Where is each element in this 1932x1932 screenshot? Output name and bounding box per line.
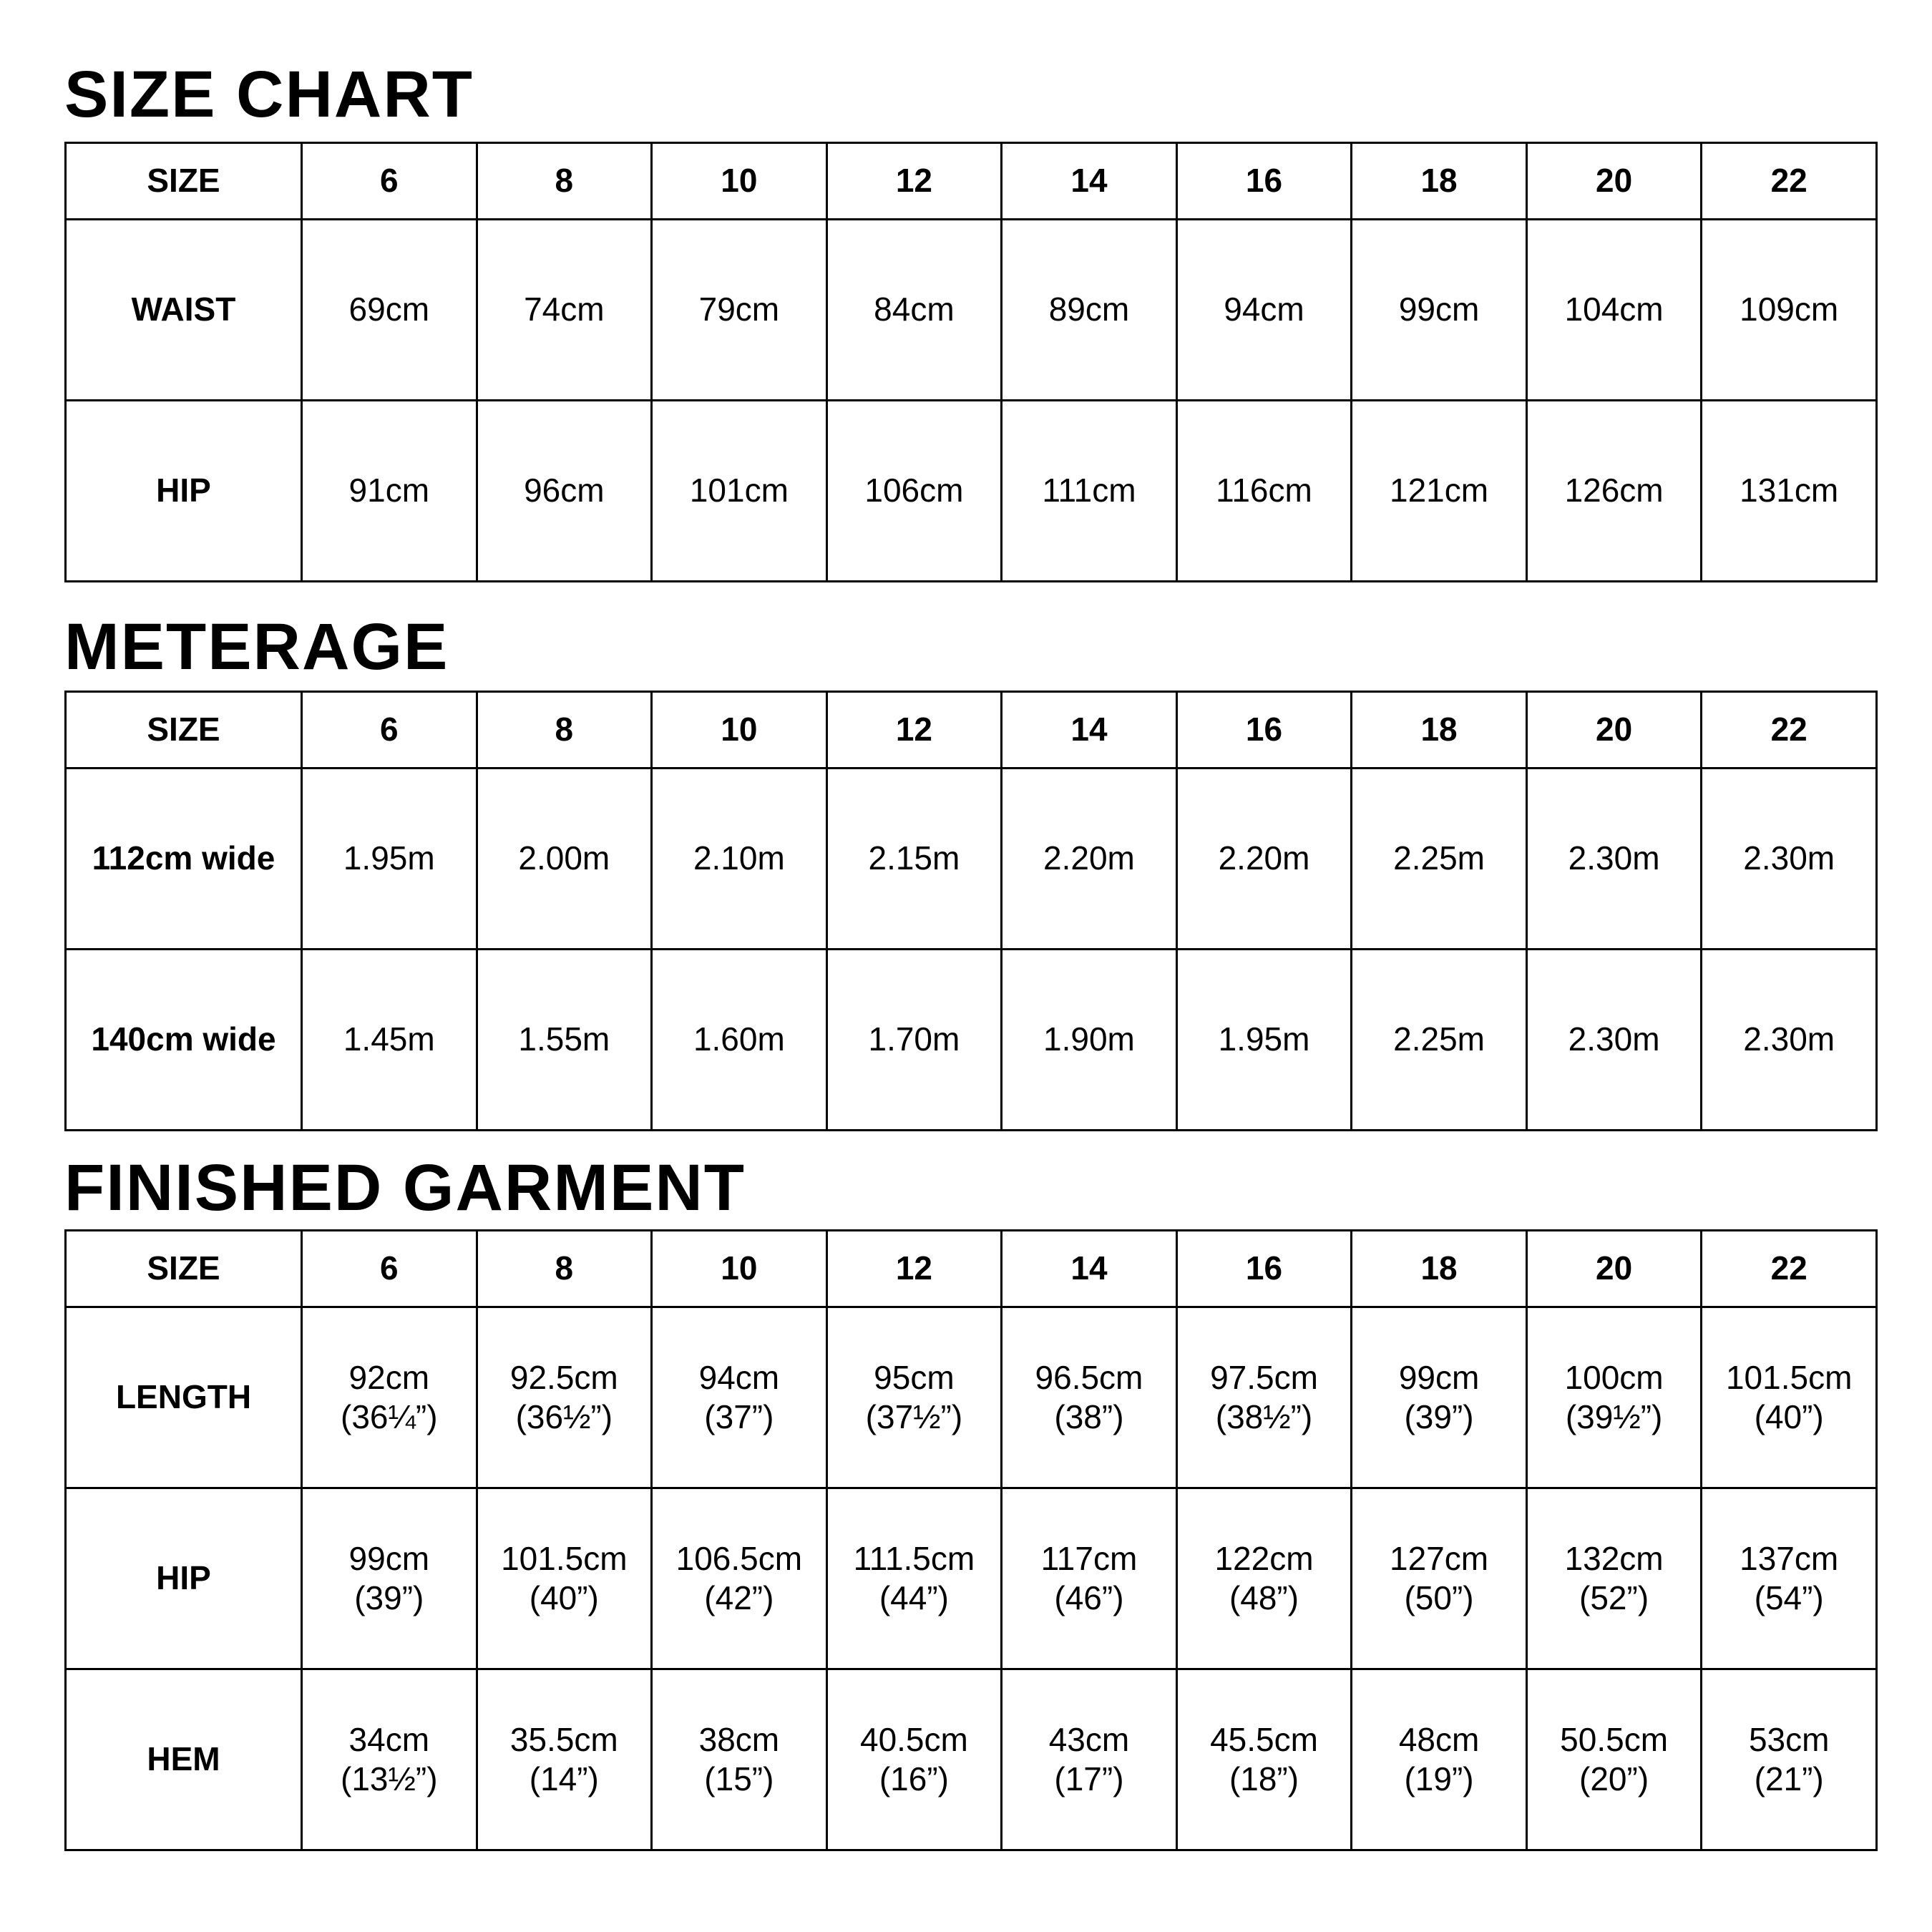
header-cell: 20 [1526,692,1702,769]
table-cell: 2.15m [826,769,1002,950]
inch-value: (42”) [704,1579,774,1616]
size-chart-table [64,142,1878,582]
cm-value: 137cm [1740,1539,1839,1577]
table-cell [826,1488,1002,1669]
table-row [66,769,1877,950]
table-cell: 2.10m [652,769,827,950]
size-chart-header-row [66,143,1877,220]
inch-value: (19”) [1404,1760,1474,1797]
header-cell: 16 [1176,692,1352,769]
inch-value: (36½”) [515,1398,613,1435]
header-cell: 12 [826,1231,1002,1307]
header-cell: 8 [477,1231,652,1307]
header-cell: 22 [1702,692,1877,769]
finished-garment-table [64,1229,1878,1851]
cm-value: 92.5cm [509,1358,618,1396]
inch-value: (52”) [1579,1579,1649,1616]
table-cell [1176,1488,1352,1669]
table-cell [826,1307,1002,1488]
table-cell: 2.20m [1002,769,1177,950]
table-cell: 84cm [826,220,1002,401]
table-cell: 89cm [1002,220,1177,401]
table-cell: 94cm [1176,220,1352,401]
header-cell: 22 [1702,143,1877,220]
table-cell [1526,1307,1702,1488]
table-cell: 116cm [1176,401,1352,582]
inch-value: (37½”) [865,1398,963,1435]
finished-garment-header-row [66,1231,1877,1307]
inch-value: (44”) [879,1579,949,1616]
table-cell [1352,1307,1527,1488]
table-cell: 2.30m [1526,769,1702,950]
row-label: 112cm wide [66,769,302,950]
table-cell: 109cm [1702,220,1877,401]
cm-value: 94cm [698,1358,780,1396]
table-cell: 1.95m [302,769,477,950]
row-label: 140cm wide [66,950,302,1131]
cm-value: 132cm [1564,1539,1664,1577]
inch-value: (21”) [1754,1760,1824,1797]
cm-value: 122cm [1214,1539,1314,1577]
inch-value: (39”) [1404,1398,1474,1435]
inch-value: (40”) [1754,1398,1824,1435]
header-cell: 18 [1352,1231,1527,1307]
table-cell: 111cm [1002,401,1177,582]
table-cell: 126cm [1526,401,1702,582]
table-row [66,401,1877,582]
inch-value: (15”) [704,1760,774,1797]
header-cell: 8 [477,692,652,769]
cm-value: 92cm [348,1358,430,1396]
cm-value: 34cm [348,1720,430,1758]
header-cell: 12 [826,692,1002,769]
cm-value: 40.5cm [859,1720,968,1758]
table-cell: 1.95m [1176,950,1352,1131]
header-cell: SIZE [66,692,302,769]
table-cell: 91cm [302,401,477,582]
table-cell: 2.30m [1526,950,1702,1131]
inch-value: (39”) [354,1579,424,1616]
cm-value: 45.5cm [1210,1720,1318,1758]
table-row [66,1488,1877,1669]
cm-value: 117cm [1040,1539,1138,1577]
inch-value: (48”) [1229,1579,1299,1616]
cm-value: 99cm [1398,1358,1480,1396]
table-cell: 79cm [652,220,827,401]
table-row [66,1307,1877,1488]
row-label: WAIST [66,220,302,401]
table-cell: 69cm [302,220,477,401]
table-cell: 74cm [477,220,652,401]
header-cell: 10 [652,1231,827,1307]
table-cell: 2.20m [1176,769,1352,950]
cm-value: 95cm [874,1358,955,1396]
table-cell: 1.70m [826,950,1002,1131]
inch-value: (36¼”) [341,1398,438,1435]
cm-value: 35.5cm [509,1720,618,1758]
cm-value: 97.5cm [1210,1358,1318,1396]
header-cell: 6 [302,143,477,220]
table-cell: 131cm [1702,401,1877,582]
table-cell [1176,1669,1352,1850]
inch-value: (18”) [1229,1760,1299,1797]
header-cell: 6 [302,692,477,769]
table-cell: 1.45m [302,950,477,1131]
table-cell: 1.90m [1002,950,1177,1131]
table-cell [477,1669,652,1850]
header-cell: 14 [1002,692,1177,769]
table-cell [652,1307,827,1488]
table-cell [1176,1307,1352,1488]
inch-value: (16”) [879,1760,949,1797]
inch-value: (39½”) [1565,1398,1663,1435]
header-cell: 12 [826,143,1002,220]
table-cell: 1.60m [652,950,827,1131]
table-cell [302,1307,477,1488]
table-cell [1526,1488,1702,1669]
header-cell: 22 [1702,1231,1877,1307]
inch-value: (17”) [1054,1760,1124,1797]
table-row [66,220,1877,401]
table-cell [1002,1488,1177,1669]
table-cell: 106cm [826,401,1002,582]
header-cell: 20 [1526,143,1702,220]
inch-value: (50”) [1404,1579,1474,1616]
inch-value: (54”) [1754,1579,1824,1616]
cm-value: 38cm [698,1720,780,1758]
header-cell: 10 [652,143,827,220]
cm-value: 101.5cm [501,1539,628,1577]
header-cell: 14 [1002,143,1177,220]
table-cell [1702,1307,1877,1488]
table-cell: 2.30m [1702,950,1877,1131]
table-cell [1352,1669,1527,1850]
inch-value: (20”) [1579,1760,1649,1797]
inch-value: (38½”) [1215,1398,1313,1435]
table-cell [1702,1488,1877,1669]
table-cell [477,1488,652,1669]
table-cell [1702,1669,1877,1850]
cm-value: 96.5cm [1035,1358,1143,1396]
table-cell: 1.55m [477,950,652,1131]
row-label: HEM [66,1669,302,1850]
cm-value: 127cm [1390,1539,1489,1577]
table-cell: 2.30m [1702,769,1877,950]
table-cell [302,1669,477,1850]
row-label: HIP [66,1488,302,1669]
meterage-title: METERAGE [64,610,449,683]
header-cell: 10 [652,692,827,769]
inch-value: (13½”) [341,1760,438,1797]
finished-garment-title: FINISHED GARMENT [64,1151,746,1224]
header-cell: 8 [477,143,652,220]
cm-value: 53cm [1748,1720,1830,1758]
header-cell: 14 [1002,1231,1177,1307]
meterage-header-row [66,692,1877,769]
table-cell [1352,1488,1527,1669]
table-cell [1002,1307,1177,1488]
table-cell [1526,1669,1702,1850]
header-cell: 16 [1176,143,1352,220]
cm-value: 50.5cm [1560,1720,1669,1758]
table-cell: 2.25m [1352,769,1527,950]
size-chart-title: SIZE CHART [64,58,474,131]
table-cell [477,1307,652,1488]
header-cell: 20 [1526,1231,1702,1307]
table-row [66,950,1877,1131]
header-cell: 18 [1352,692,1527,769]
inch-value: (37”) [704,1398,774,1435]
header-cell: SIZE [66,1231,302,1307]
row-label: LENGTH [66,1307,302,1488]
cm-value: 106.5cm [675,1539,803,1577]
cm-value: 111.5cm [853,1539,975,1577]
header-cell: SIZE [66,143,302,220]
table-cell [652,1669,827,1850]
inch-value: (14”) [529,1760,599,1797]
table-cell [1002,1669,1177,1850]
header-cell: 6 [302,1231,477,1307]
table-cell: 99cm [1352,220,1527,401]
header-cell: 18 [1352,143,1527,220]
table-cell: 121cm [1352,401,1527,582]
table-cell: 2.00m [477,769,652,950]
cm-value: 100cm [1564,1358,1664,1396]
inch-value: (46”) [1054,1579,1124,1616]
cm-value: 101.5cm [1725,1358,1853,1396]
cm-value: 43cm [1048,1720,1130,1758]
table-row [66,1669,1877,1850]
table-cell: 96cm [477,401,652,582]
table-cell: 2.25m [1352,950,1527,1131]
cm-value: 48cm [1398,1720,1480,1758]
table-cell: 101cm [652,401,827,582]
cm-value: 99cm [348,1539,430,1577]
table-cell [302,1488,477,1669]
row-label: HIP [66,401,302,582]
table-cell [652,1488,827,1669]
inch-value: (40”) [529,1579,599,1616]
inch-value: (38”) [1054,1398,1124,1435]
meterage-table [64,691,1878,1131]
table-cell [826,1669,1002,1850]
header-cell: 16 [1176,1231,1352,1307]
table-cell: 104cm [1526,220,1702,401]
